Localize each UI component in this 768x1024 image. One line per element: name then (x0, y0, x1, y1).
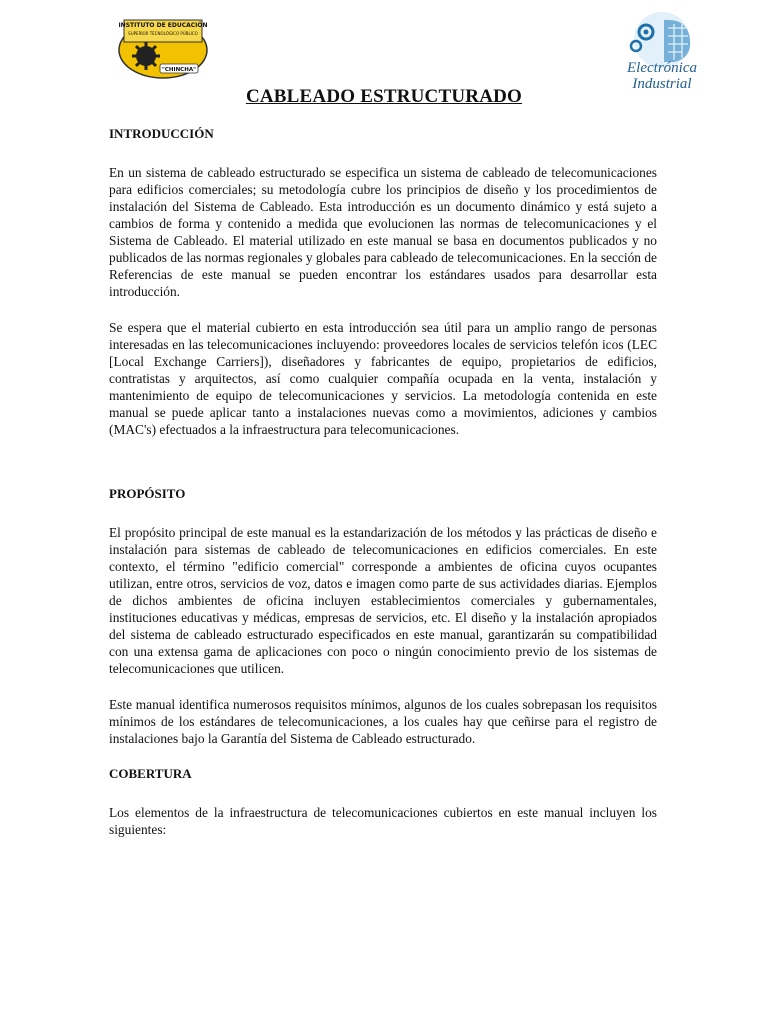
logo-line-1: INSTITUTO DE EDUCACIÓN (118, 22, 208, 29)
coverage-heading: COBERTURA (109, 766, 192, 781)
logo-line-3: "CHINCHA" (162, 67, 196, 73)
intro-heading: INTRODUCCIÓN (109, 126, 214, 141)
coverage-paragraph-1: Los elementos de la infraestructura de telecomunicaciones cubiertos en este manual incluyen los siguientes: (109, 805, 657, 837)
intro-paragraph-2: Se espera que el material cubierto en esta introducción sea útil para un amplio rango de personas interesadas en las telecomunicaciones incluyendo: proveedores locales de servicios telefón icos (LEC [Local Exchange Carriers]), diseñadores y fabricantes de equipo, propietarios de edificios, contratistas y arquitectos, así como cualquier compañía ocupada en la venta, instalación y mantenimiento de equipo de telecomunicaciones y servicios. La metodología contenida en este manual se puede aplicar tanto a instalaciones nuevas como a movimientos, adiciones y cambios (MAC's) efectuados a la infraestructura para telecomunicaciones. (109, 320, 657, 437)
document-title: CABLEADO ESTRUCTURADO (245, 86, 523, 107)
purpose-paragraph-2: Este manual identifica numerosos requisitos mínimos, algunos de los cuales sobrepasan los requisitos mínimos de los estándares de telecomunicaciones, a los cuales hay que ceñirse para el registro de instalaciones bajo la Garantía del Sistema de Cableado estructurado. (109, 697, 657, 746)
intro-paragraph-1: En un sistema de cableado estructurado se especifica un sistema de cableado de telecomunicaciones para edificios comerciales; su metodología cubre los principios de diseño y los procedimientos de instalación del Sistema de Cableado. Esta introducción es un documento dinámico y está sujeto a cambios de forma y contenido a medida que evolucionen las normas de telecomunicaciones y el Sistema de Cableado. El material utilizado en este manual se basa en documentos publicados y no publicados de las normas regionales y globales para cableado de telecomunicaciones. En la sección de Referencias de este manual se pueden encontrar los estándares usados para desarrollar esta introducción. (109, 165, 657, 299)
logo-line-2: SUPERIOR TECNOLÓGICO PÚBLICO (128, 31, 198, 36)
right-logo-line-1: Electrónica (627, 60, 697, 76)
purpose-heading: PROPÓSITO (109, 486, 186, 501)
purpose-paragraph-1: El propósito principal de este manual es la estandarización de los métodos y las prácticas de diseño e instalación para sistemas de cableado de telecomunicaciones en edificios comerciales. En este contexto, el término "edificio comercial" corresponde a ambientes de oficina cuyos ocupantes utilizan, entre otros, servicios de voz, datos e imagen como parte de sus actividades diarias. Ejemplos de dichos ambientes de oficina incluyen establecimientos comerciales y gubernamentales, instituciones educativas y médicas, empresas de servicios, etc. El diseño y la instalación apropiados del sistema de cableado estructurado especificados en este manual, garantizarán su compatibilidad con una extensa gama de aplicaciones con poco o ningún conocimiento previo de los sistemas de telecomunicaciones que utilicen. (109, 525, 657, 676)
institute-logo (116, 14, 210, 80)
right-logo-line-2: Industrial (632, 76, 692, 92)
document-body (109, 126, 657, 838)
gear-emblem-icon (132, 42, 160, 70)
